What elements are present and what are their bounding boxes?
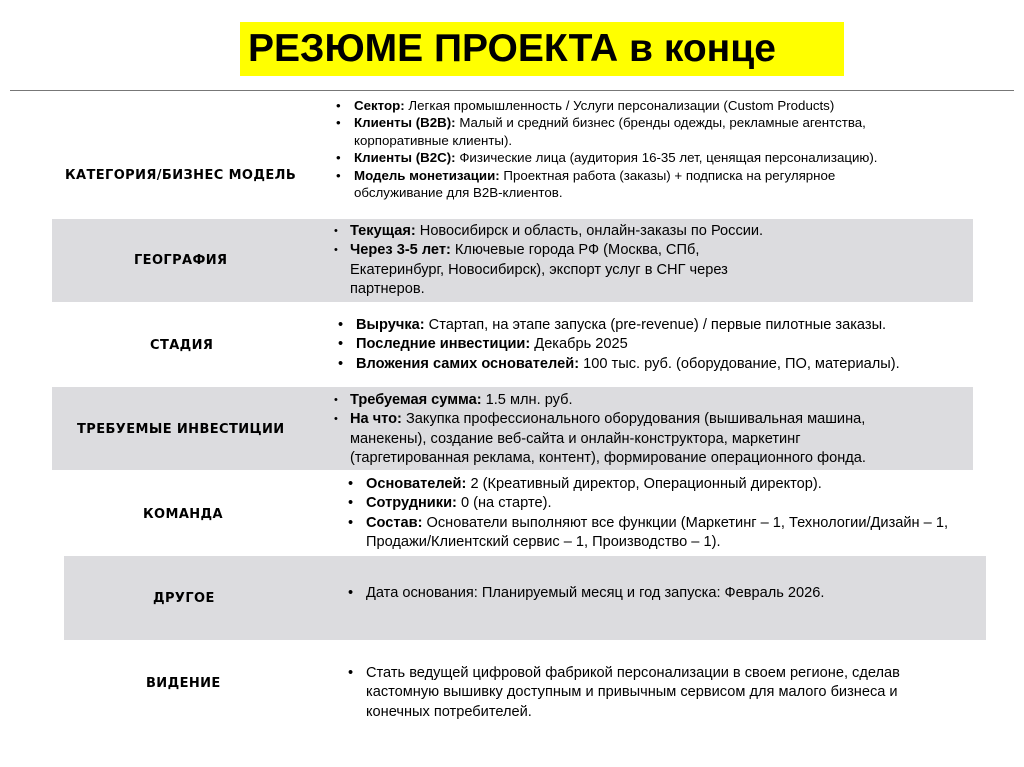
list-item: • Сектор: Легкая промышленность / Услуги персонализации (Custom Products) <box>334 97 894 114</box>
other-list <box>346 584 966 603</box>
geography-list <box>334 222 784 299</box>
list-item: • Модель монетизации: Проектная работа (заказы) + подписка на регулярное обслуживание для B2B-клиентов. <box>334 167 894 202</box>
row-label-other: ДРУГОЕ <box>153 591 215 606</box>
list-item: • Стать ведущей цифровой фабрикой персонализации в своем регионе, сделав кастомную вышивку доступным и привычным сервисом для малого бизнеса и конечных потребителей. <box>346 664 958 722</box>
list-item: • Состав: Основатели выполняют все функции (Маркетинг – 1, Технологии/Дизайн – 1, Продажи/Клиентский сервис – 1, Производство – 1). <box>346 514 978 553</box>
investment-list <box>334 391 919 468</box>
list-item: • Дата основания: Планируемый месяц и год запуска: Февраль 2026. <box>346 584 966 603</box>
list-item: • Выручка: Стартап, на этапе запуска (pre-revenue) / первые пилотные заказы. <box>336 316 966 335</box>
row-label-investment: ТРЕБУЕМЫЕ ИНВЕСТИЦИИ <box>77 422 285 437</box>
list-item: • Вложения самих основателей: 100 тыс. руб. (оборудование, ПО, материалы). <box>336 355 966 374</box>
list-item: • Текущая: Новосибирск и область, онлайн-заказы по России. <box>334 222 784 241</box>
list-item: • Клиенты (B2B): Малый и средний бизнес (бренды одежды, рекламные агентства, корпоративные клиенты). <box>334 114 894 149</box>
row-label-team: КОМАНДА <box>143 507 223 522</box>
list-item: • Через 3-5 лет: Ключевые города РФ (Москва, СПб, Екатеринбург, Новосибирск), экспорт услуг в СНГ через партнеров. <box>334 241 784 299</box>
business-model-list <box>334 97 894 201</box>
vision-list <box>346 664 958 722</box>
row-label-vision: ВИДЕНИЕ <box>146 676 221 691</box>
row-label-stage: СТАДИЯ <box>150 338 214 353</box>
list-item: • Основателей: 2 (Креативный директор, Операционный директор). <box>346 475 978 494</box>
list-item: • Требуемая сумма: 1.5 млн. руб. <box>334 391 919 410</box>
row-label-geography: ГЕОГРАФИЯ <box>134 253 228 268</box>
row-label-business-model: КАТЕГОРИЯ/БИЗНЕС МОДЕЛЬ <box>65 168 297 183</box>
list-item: • Последние инвестиции: Декабрь 2025 <box>336 335 966 354</box>
list-item: • Сотрудники: 0 (на старте). <box>346 494 978 513</box>
list-item: • На что: Закупка профессионального оборудования (вышивальная машина, манекены), создание веб-сайта и онлайн-конструктора, маркетинг (таргетированная реклама, контент), формирование операционного фонда. <box>334 410 919 468</box>
stage-list <box>336 316 966 374</box>
list-item: • Клиенты (B2C): Физические лица (аудитория 16-35 лет, ценящая персонализацию). <box>334 149 894 166</box>
team-list <box>346 475 978 552</box>
title-divider <box>10 90 1014 91</box>
page-title: РЕЗЮМЕ ПРОЕКТА в конце <box>240 22 844 76</box>
